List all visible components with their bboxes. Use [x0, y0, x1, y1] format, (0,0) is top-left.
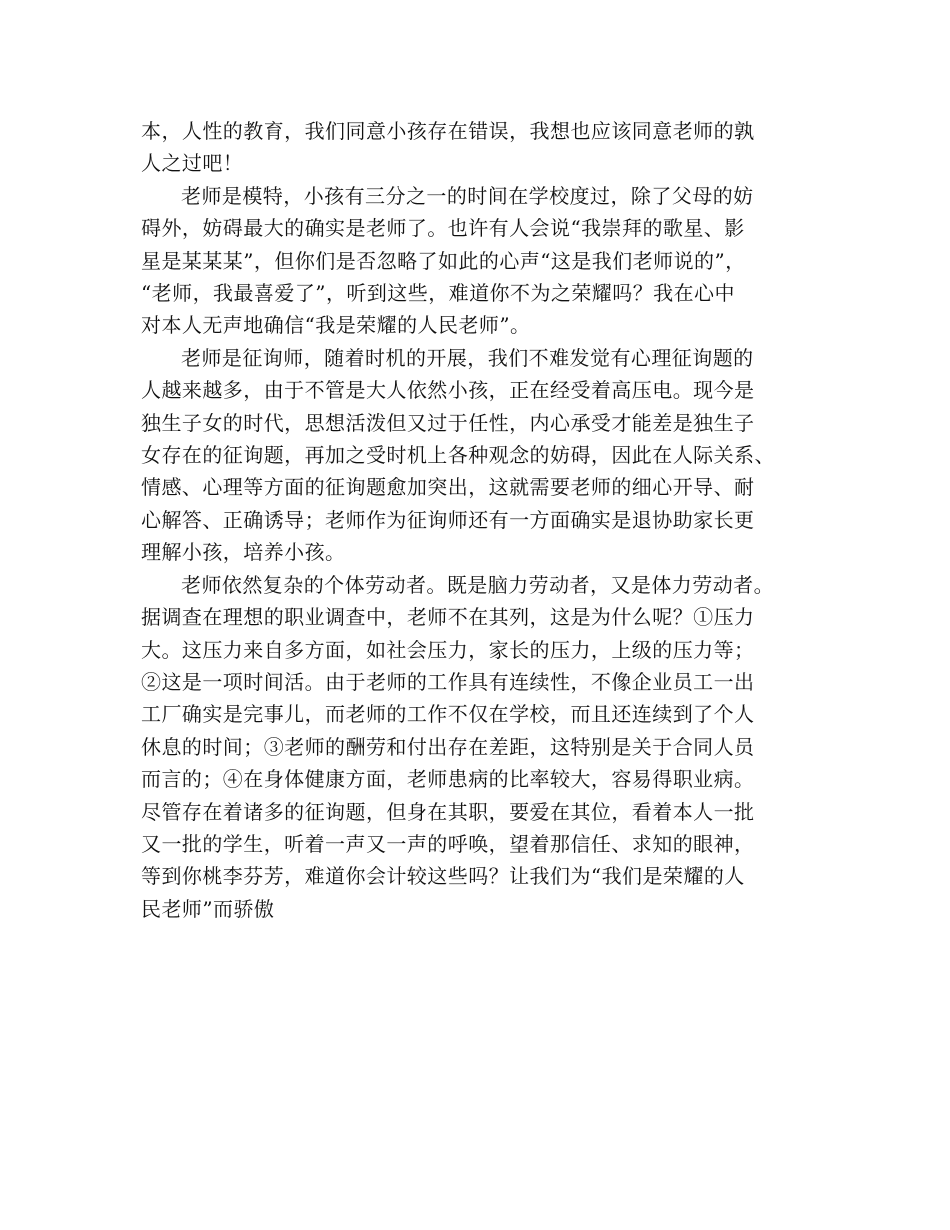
text-line: 而言的；④在身体健康方面，老师患病的比率较大，容易得职业病。 — [141, 767, 755, 792]
text-line: 人越来越多，由于不管是大人依然小孩，正在经受着高压电。现今是 — [141, 378, 755, 403]
text-line: 本，人性的教育，我们同意小孩存在错误，我想也应该同意老师的孰 — [141, 119, 755, 143]
text-line: 老师是模特，小孩有三分之一的时间在学校度过，除了父母的妨 — [181, 183, 754, 208]
text-line: 大。这压力来自多方面，如社会压力，家长的压力，上级的压力等； — [141, 637, 755, 662]
text-line: 民老师”而骄傲 — [141, 896, 275, 921]
text-line: 据调查在理想的职业调查中，老师不在其列，这是为什么呢？①压力 — [141, 605, 755, 630]
text-line: 人之过吧！ — [141, 151, 244, 176]
text-line: 心解答、正确诱导；老师作为征询师还有一方面确实是退协助家长更 — [141, 507, 755, 532]
text-line: 老师依然复杂的个体劳动者。既是脑力劳动者，又是体力劳动者。 — [181, 572, 775, 597]
paragraph — [141, 115, 813, 180]
text-line: 又一批的学生，听着一声又一声的呼唤，望着那信任、求知的眼神， — [141, 831, 755, 856]
text-line: 情感、心理等方面的征询题愈加突出，这就需要老师的细心开导、耐 — [141, 475, 755, 500]
paragraph — [141, 180, 813, 342]
paragraph — [141, 342, 813, 569]
text-line: 等到你桃李芬芳，难道你会计较这些吗？让我们为“我们是荣耀的人 — [141, 864, 745, 889]
text-line: “老师，我最喜爱了”，听到这些，难道你不为之荣耀吗？我在心中 — [141, 281, 735, 306]
text-line: 对本人无声地确信“我是荣耀的人民老师”。 — [141, 313, 531, 338]
text-line: 理解小孩，培养小孩。 — [141, 540, 346, 565]
text-line: 尽管存在着诸多的征询题，但身在其职，要爱在其位，看着本人一批 — [141, 799, 755, 824]
text-line: 老师是征询师，随着时机的开展，我们不难发觉有心理征询题的 — [181, 345, 754, 370]
text-line: ②这是一项时间活。由于老师的工作具有连续性，不像企业员工一出 — [141, 669, 755, 694]
text-line: 独生子女的时代，思想活泼但又过于任性，内心承受才能差是独生子 — [141, 410, 755, 435]
text-line: 女存在的征询题，再加之受时机上各种观念的妨碍，因此在人际关系、 — [141, 443, 775, 468]
document-body — [141, 115, 813, 925]
text-line: 碍外，妨碍最大的确实是老师了。也许有人会说“我崇拜的歌星、影 — [141, 216, 745, 241]
text-line: 星是某某某”，但你们是否忽略了如此的心声“这是我们老师说的”， — [141, 248, 746, 273]
text-line: 工厂确实是完事儿，而老师的工作不仅在学校，而且还连续到了个人 — [141, 702, 755, 727]
text-line: 休息的时间；③老师的酬劳和付出存在差距，这特别是关于合同人员 — [141, 734, 755, 759]
paragraph — [141, 569, 813, 925]
